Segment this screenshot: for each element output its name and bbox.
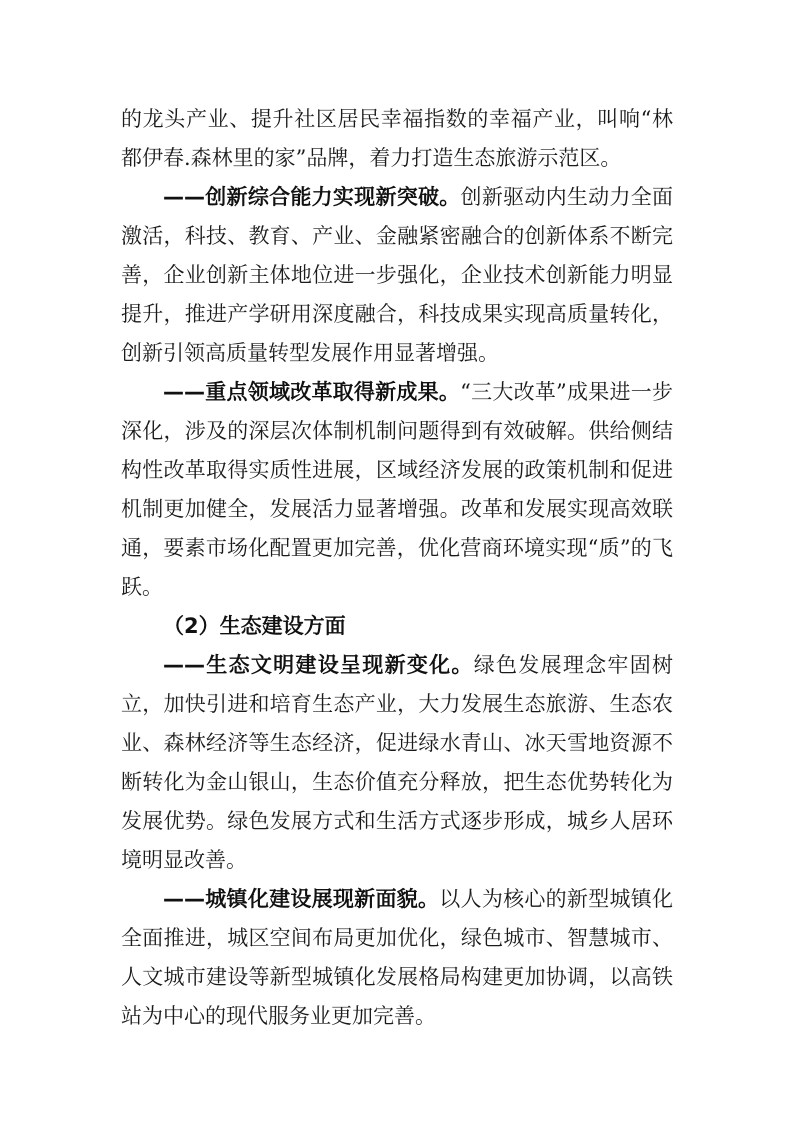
paragraph-reform (121, 373, 673, 607)
paragraph-body: 以人为核心的新型城镇化全面推进，城区空间布局更加优化，绿色城市、智慧城市、人文城市建设等新型城镇化发展格局构建更加协调，以高铁站为中心的现代服务业更加完善。 (121, 887, 674, 1028)
paragraph-ecology (121, 646, 673, 880)
document-page (121, 100, 673, 1036)
paragraph-lead: ——城镇化建设展现新面貌。 (163, 887, 440, 911)
paragraph-lead: ——重点领域改革取得新成果。 (163, 380, 461, 404)
paragraph-body: 绿色发展理念牢固树立，加快引进和培育生态产业，大力发展生态旅游、生态农业、森林经济等生态经济，促进绿水青山、冰天雪地资源不断转化为金山银山，生态价值充分释放，把生态优势转化为发展优势。绿色发展方式和生活方式逐步形成，城乡人居环境明显改善。 (121, 653, 674, 872)
paragraph-tourism-continuation (121, 100, 673, 178)
paragraph-lead: ——创新综合能力实现新突破。 (163, 185, 461, 209)
section-heading: （2）生态建设方面 (163, 614, 346, 638)
paragraph-body: “三大改革”成果进一步深化，涉及的深层次体制机制问题得到有效破解。供给侧结构性改革取得实质性进展，区域经济发展的政策机制和促进机制更加健全，发展活力显著增强。改革和发展实现高效联通，要素市场化配置更加完善，优化营商环境实现“质”的飞跃。 (121, 380, 673, 599)
paragraph-body: 的龙头产业、提升社区居民幸福指数的幸福产业，叫响“林都伊春.森林里的家”品牌，着力打造生态旅游示范区。 (121, 107, 673, 170)
paragraph-urbanization (121, 880, 673, 1036)
paragraph-innovation (121, 178, 673, 373)
paragraph-body: 创新驱动内生动力全面激活，科技、教育、产业、金融紧密融合的创新体系不断完善，企业创新主体地位进一步强化，企业技术创新能力明显提升，推进产学研用深度融合，科技成果实现高质量转化，创新引领高质量转型发展作用显著增强。 (121, 185, 674, 365)
paragraph-lead: ——生态文明建设呈现新变化。 (163, 653, 474, 677)
